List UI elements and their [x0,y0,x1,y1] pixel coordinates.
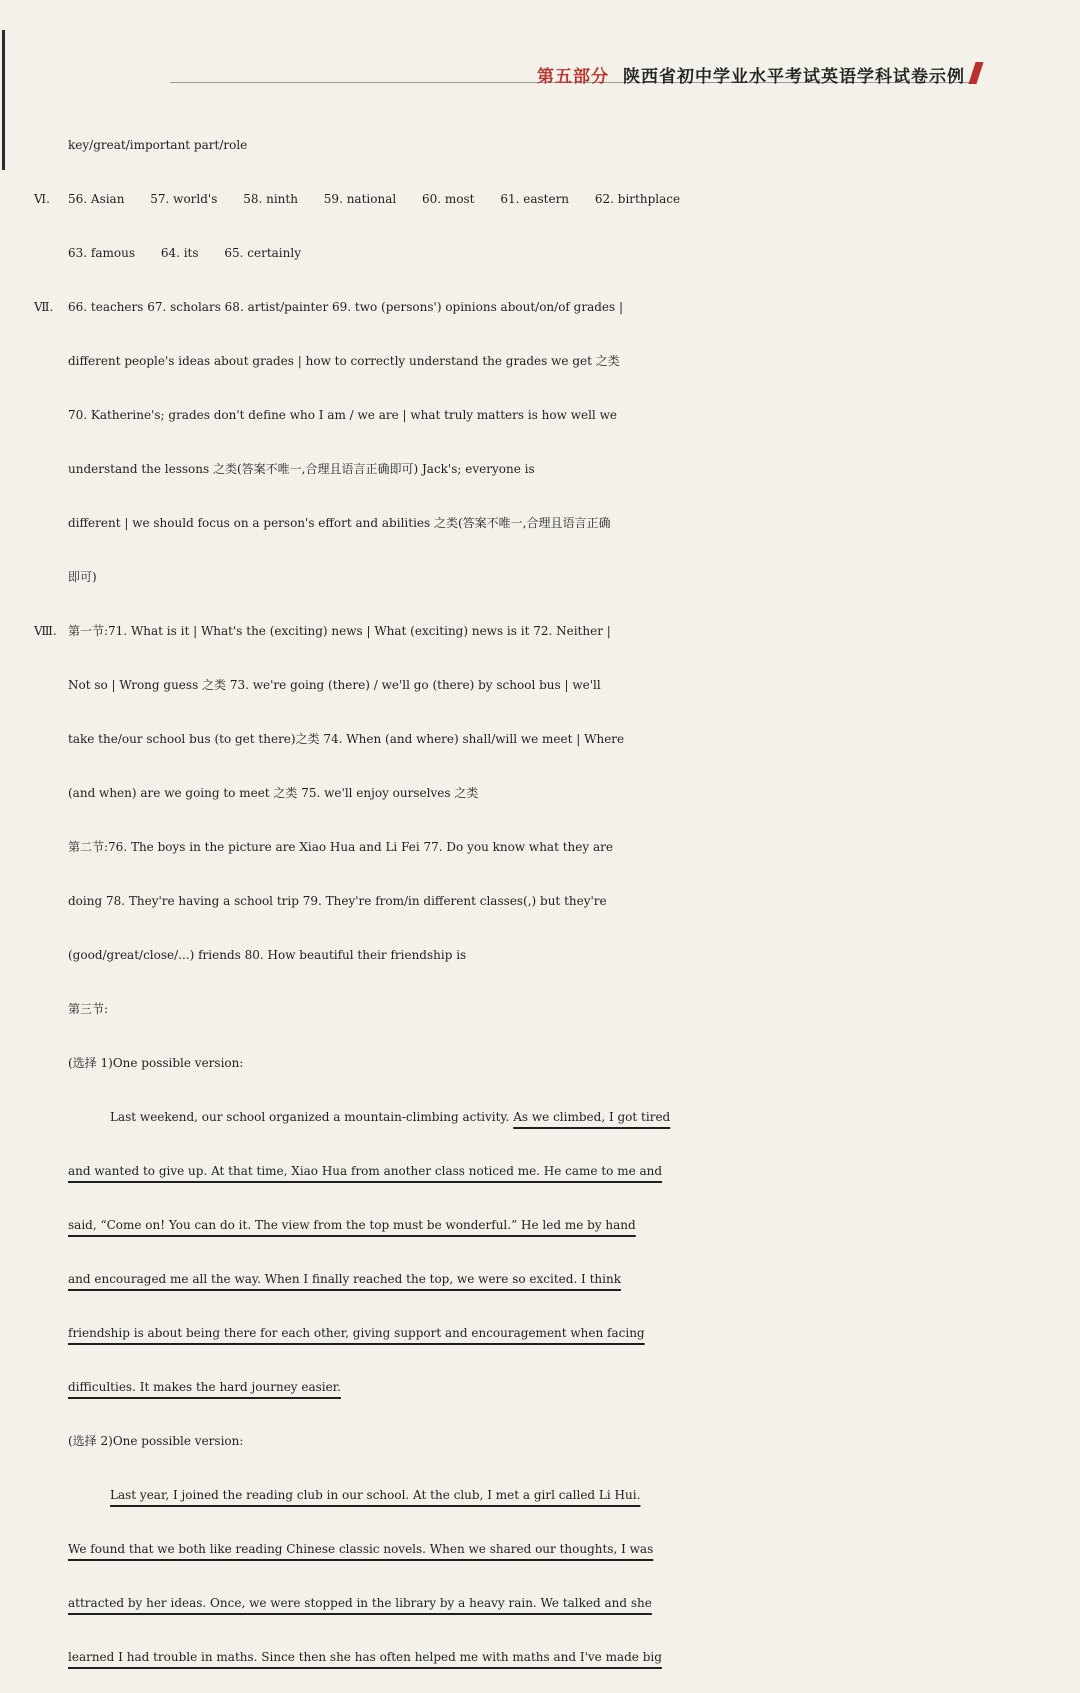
text-line: 第二节:76. The boys in the picture are Xiao Hua and Li Fei 77. Do you know what they are [68,840,613,854]
essay-2-line [0,1522,1080,1576]
text-line: (good/great/close/...) friends 80. How beautiful their friendship is [68,948,467,962]
section-vi-line-1 [0,172,1080,226]
section-number: Ⅶ. [34,300,54,314]
answer-item: 58. ninth [243,192,298,206]
answer-item: 64. its [160,246,199,260]
option-2-label: (选择 2)One possible version: [68,1434,244,1448]
essay-1-line [0,1360,1080,1414]
underlined-text: Last year, I joined the reading club in our school. At the club, I met a girl called Li Hui. [110,1488,641,1502]
essay-2-line [0,1468,1080,1522]
text-line: key/great/important part/role [68,138,248,152]
running-header [537,62,965,87]
answer-item: 63. famous [68,246,135,260]
answer-content [0,118,1080,1684]
underlined-text: attracted by her ideas. Once, we were stopped in the library by a heavy rain. We talked and she [68,1596,652,1610]
text-line: Not so | Wrong guess 之类 73. we're going (there) / we'll go (there) by school bus | we'll [68,678,601,692]
section-viii-line-1 [0,604,1080,658]
underlined-text: As we climbed, I got tired [513,1110,671,1124]
essay-1-line [0,1090,1080,1144]
section-number: Ⅷ. [34,624,57,638]
header-title: 陕西省初中学业水平考试英语学科试卷示例 [623,67,965,87]
answer-item: 60. most [422,192,475,206]
text-line: (and when) are we going to meet 之类 75. we'll enjoy ourselves 之类 [68,786,479,800]
section-vi-line-2 [0,226,1080,280]
text-line: different | we should focus on a person's effort and abilities 之类(答案不唯一,合理且语言正确 [68,516,611,530]
answer-item: 61. eastern [500,192,570,206]
essay-text: Last weekend, our school organized a mountain-climbing activity. [110,1110,514,1124]
text-line: 70. Katherine's; grades don't define who I am / we are | what truly matters is how well we [68,408,617,422]
text-line: 即可) [68,570,97,584]
essay-1-line [0,1306,1080,1360]
answer-item: 56. Asian [68,192,125,206]
header-mark-icon [968,62,983,84]
underlined-text: learned I had trouble in maths. Since then she has often helped me with maths and I've made big [68,1650,662,1664]
text-line: 66. teachers 67. scholars 68. artist/painter 69. two (persons') opinions about/on/of grades | [68,300,624,314]
text-line: doing 78. They're having a school trip 79. They're from/in different classes(,) but they're [68,894,607,908]
header-part: 第五部分 [537,67,609,87]
answer-item: 57. world's [150,192,218,206]
text-line: different people's ideas about grades | how to correctly understand the grades we get 之类 [68,354,620,368]
answer-item: 59. national [323,192,397,206]
underlined-text: said, “Come on! You can do it. The view from the top must be wonderful.” He led me by hand [68,1218,636,1232]
underlined-text: and wanted to give up. At that time, Xiao Hua from another class noticed me. He came to me and [68,1164,663,1178]
text-line: 第一节:71. What is it | What's the (exciting) news | What (exciting) news is it 72. Neither | [68,624,611,638]
text-line: take the/our school bus (to get there)之类 74. When (and where) shall/will we meet | Where [68,732,625,746]
section-number: Ⅵ. [34,192,50,206]
answer-item: 62. birthplace [594,192,681,206]
underlined-text: friendship is about being there for each other, giving support and encouragement when facing [68,1326,645,1340]
section-vii-line-1 [0,280,1080,334]
essay-1-line [0,1144,1080,1198]
text-line: understand the lessons 之类(答案不唯一,合理且语言正确即可) Jack's; everyone is [68,462,535,476]
answer-item: 65. certainly [224,246,301,260]
underlined-text: difficulties. It makes the hard journey easier. [68,1380,341,1394]
essay-2-line [0,1576,1080,1630]
essay-2-line [0,1630,1080,1684]
option-1-label: (选择 1)One possible version: [68,1056,244,1070]
underlined-text: We found that we both like reading Chinese classic novels. When we shared our thoughts, I was [68,1542,654,1556]
underlined-text: and encouraged me all the way. When I finally reached the top, we were so excited. I think [68,1272,621,1286]
essay-1-line [0,1252,1080,1306]
essay-1-line [0,1198,1080,1252]
subsection-heading: 第三节: [68,1002,109,1016]
